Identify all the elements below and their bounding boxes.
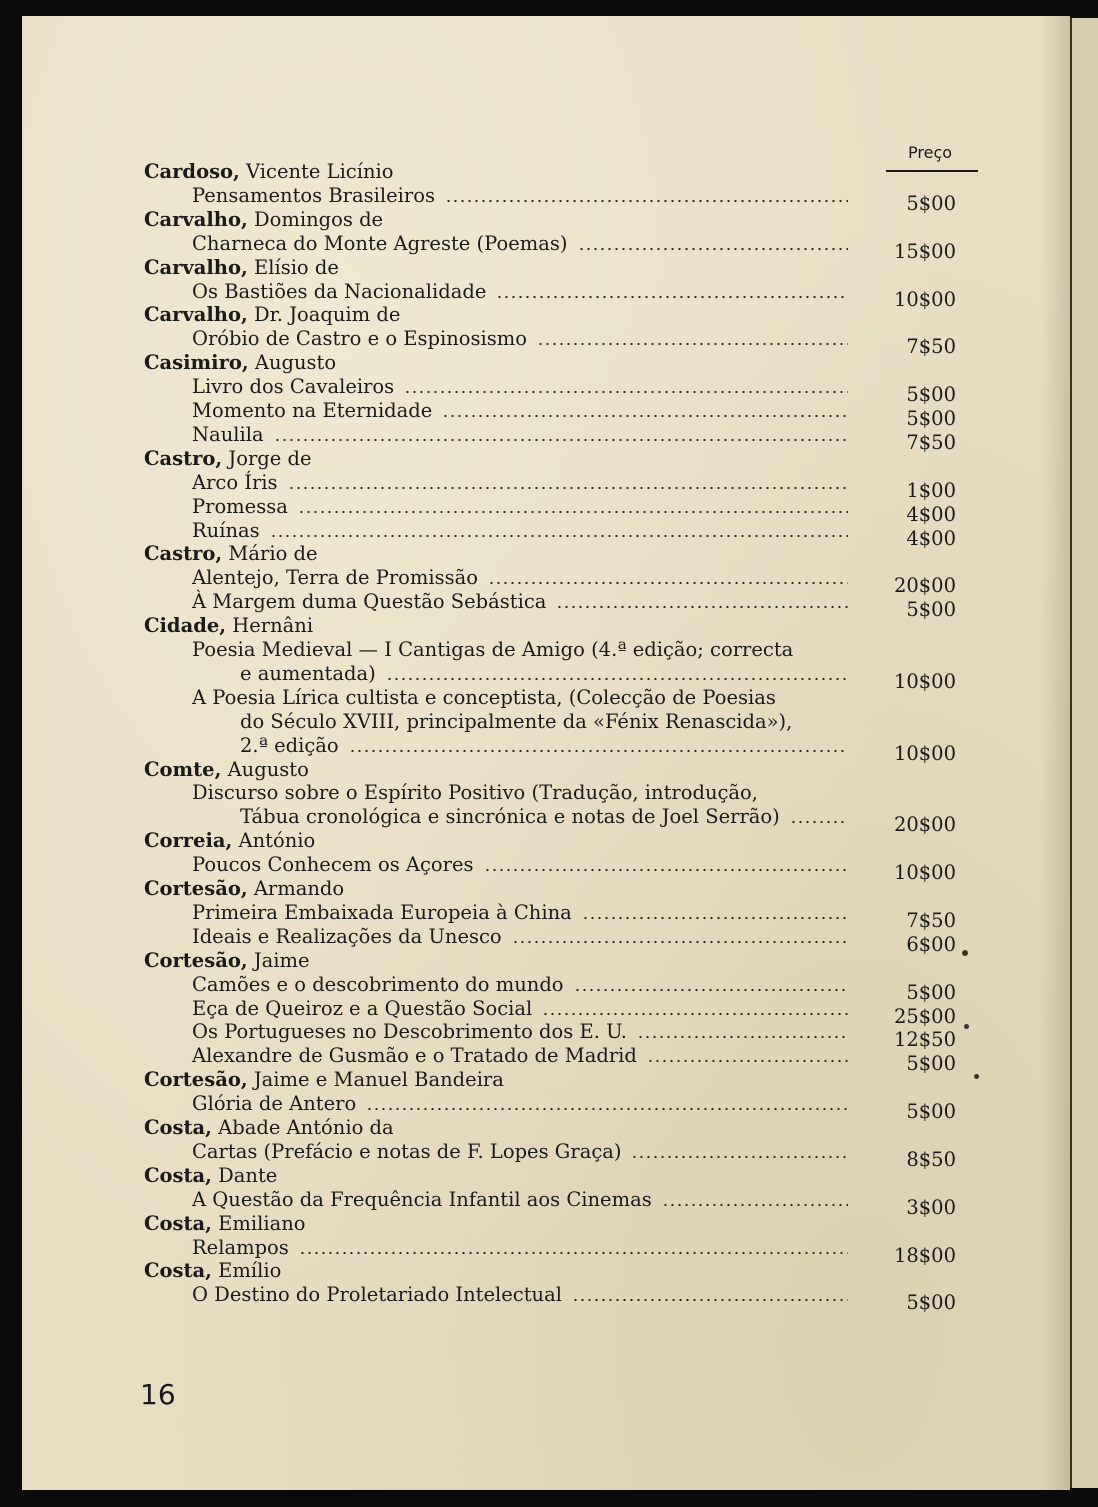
- catalogue-page: [22, 16, 1070, 1490]
- title-line: [22, 996, 1070, 1028]
- leader-dots: [496, 295, 848, 299]
- author-given-name: Jaime: [253, 948, 310, 972]
- title-line: [22, 518, 1070, 550]
- title-line: [22, 399, 1070, 430]
- leader-dots: [647, 1059, 848, 1063]
- author-line: [22, 829, 1070, 853]
- author-heading: [144, 1116, 394, 1139]
- author-heading: [144, 949, 310, 972]
- book-title: Pensamentos Brasileiros: [192, 183, 435, 207]
- author-heading: [144, 1164, 277, 1187]
- book-title: Livro dos Cavaleiros: [192, 375, 395, 399]
- leader-dots: [582, 916, 848, 920]
- book-title: do Século XVIII, principalmente da «Fénix Renascida»),: [240, 709, 793, 733]
- title-line: [22, 470, 1070, 502]
- title-line: [22, 375, 1070, 407]
- author-line: [22, 1164, 1070, 1188]
- book-title: Primeira Embaixada Europeia à China: [192, 900, 572, 924]
- book-price: 8$50: [906, 1147, 956, 1171]
- title-line: [22, 638, 1070, 662]
- author-line: [22, 614, 1070, 638]
- author-surname: Cardoso,: [144, 160, 240, 183]
- author-heading: [144, 351, 336, 374]
- leader-dots: [790, 820, 848, 824]
- book-title: Eça de Queiroz e a Questão Social: [192, 996, 533, 1020]
- book-title: Ideais e Realizações da Unesco: [192, 924, 502, 948]
- author-line: [22, 758, 1070, 782]
- author-line: [22, 542, 1070, 566]
- book-title: Naulila: [192, 422, 264, 446]
- author-surname: Casimiro,: [144, 351, 249, 375]
- book-title: Os Portugueses no Descobrimento dos E. U.: [192, 1020, 627, 1044]
- author-given-name: Jorge de: [228, 446, 312, 470]
- leader-dots: [288, 486, 848, 490]
- book-title: A Questão da Frequência Infantil aos Cinemas: [192, 1187, 652, 1211]
- author-given-name: Dante: [218, 1163, 278, 1187]
- book-title: Camões e o descobrimento do mundo: [192, 972, 564, 996]
- author-line: [22, 208, 1070, 232]
- author-heading: [144, 542, 318, 565]
- author-surname: Castro,: [144, 542, 223, 566]
- page-number: 16: [140, 1378, 176, 1411]
- title-line: [22, 1187, 1070, 1219]
- leader-dots: [299, 1251, 848, 1255]
- book-price: 10$00: [893, 669, 956, 693]
- leader-dots: [404, 390, 848, 394]
- book-title: Alexandre de Gusmão e o Tratado de Madrid: [192, 1044, 637, 1068]
- book-price: 18$00: [893, 1243, 956, 1267]
- title-line: [22, 279, 1070, 311]
- book-title: O Destino do Proletariado Intelectual: [192, 1283, 562, 1307]
- book-title: Poucos Conhecem os Açores: [192, 853, 474, 877]
- author-heading: [144, 160, 394, 183]
- author-given-name: Dr. Joaquim de: [253, 303, 401, 327]
- author-heading: [144, 1068, 504, 1091]
- author-given-name: Jaime e Manuel Bandeira: [253, 1068, 504, 1092]
- leader-dots: [578, 247, 849, 251]
- book-price: 7$50: [906, 908, 956, 932]
- author-given-name: António: [238, 829, 316, 853]
- leader-dots: [488, 581, 848, 585]
- book-title: À Margem duma Questão Sebástica: [192, 590, 547, 614]
- title-line: [22, 900, 1070, 932]
- book-title: Arco Íris: [192, 470, 278, 494]
- book-price: 7$50: [906, 430, 956, 454]
- price-column-header: Preço: [908, 143, 953, 162]
- title-line: [22, 781, 1070, 805]
- title-line: [22, 183, 1070, 215]
- author-given-name: Vicente Licínio: [246, 160, 394, 183]
- book-price: 20$00: [893, 813, 956, 837]
- book-title: e aumentada): [240, 661, 376, 685]
- author-surname: Carvalho,: [144, 255, 248, 279]
- author-heading: [144, 829, 315, 852]
- title-line: [22, 1092, 1070, 1124]
- book-title: Oróbio de Castro e o Espinosismo: [192, 327, 527, 351]
- book-price: 10$00: [893, 861, 956, 885]
- book-price: 6$00: [906, 932, 956, 956]
- author-line: [22, 160, 1070, 184]
- leader-dots: [572, 1298, 848, 1302]
- title-line: [22, 1139, 1070, 1171]
- book-price: 5$00: [906, 407, 956, 430]
- book-title: Tábua cronológica e sincrónica e notas de Joel Serrão): [240, 805, 780, 829]
- author-heading: [144, 208, 383, 231]
- title-line: [22, 853, 1070, 885]
- leader-dots: [662, 1203, 848, 1207]
- leader-dots: [574, 988, 848, 992]
- author-heading: [144, 256, 339, 279]
- paper-speck: [964, 1024, 969, 1029]
- author-given-name: Augusto: [227, 757, 309, 781]
- book-price: 5$00: [906, 191, 956, 215]
- leader-dots: [274, 438, 848, 442]
- author-given-name: Elísio de: [253, 255, 339, 279]
- book-price: 1$00: [906, 478, 956, 502]
- title-line: [22, 1044, 1070, 1076]
- author-heading: [144, 877, 344, 900]
- book-title: 2.ª edição: [240, 733, 339, 757]
- author-surname: Costa,: [144, 1116, 212, 1139]
- title-line: [22, 924, 1070, 956]
- leader-dots: [445, 199, 848, 203]
- leader-dots: [631, 1155, 848, 1159]
- book-price: 5$00: [906, 383, 956, 407]
- book-title: Poesia Medieval — I Cantigas de Amigo (4.ª edição; correcta: [192, 638, 794, 661]
- author-surname: Cortesão,: [144, 948, 248, 972]
- author-given-name: Abade António da: [218, 1116, 394, 1139]
- book-title: Glória de Antero: [192, 1092, 357, 1116]
- book-price: 7$50: [906, 335, 956, 359]
- author-surname: Cortesão,: [144, 877, 248, 900]
- title-line: [22, 710, 1070, 734]
- author-line: [22, 1068, 1070, 1092]
- book-price: 4$00: [906, 526, 956, 550]
- leader-dots: [349, 749, 848, 753]
- author-given-name: Mário de: [228, 542, 318, 566]
- leader-dots: [537, 342, 848, 346]
- book-price: 3$00: [906, 1195, 956, 1219]
- author-surname: Carvalho,: [144, 207, 248, 231]
- title-line: [22, 661, 1070, 693]
- author-given-name: Armando: [253, 877, 345, 900]
- title-line: [22, 972, 1070, 1004]
- author-heading: [144, 303, 400, 326]
- author-line: [22, 1116, 1070, 1140]
- author-heading: [144, 1212, 306, 1235]
- author-heading: [144, 614, 313, 637]
- leader-dots: [386, 677, 848, 681]
- author-surname: Castro,: [144, 446, 223, 470]
- leader-dots: [484, 868, 848, 872]
- book-price: 5$00: [906, 598, 956, 622]
- book-title: Momento na Eternidade: [192, 399, 433, 422]
- leader-dots: [556, 605, 848, 609]
- author-line: [22, 256, 1070, 280]
- title-line: [22, 1020, 1070, 1052]
- author-given-name: Emílio: [218, 1259, 282, 1283]
- book-title: Promessa: [192, 494, 288, 518]
- title-line: [22, 733, 1070, 765]
- book-price: 10$00: [893, 287, 956, 311]
- book-title: Alentejo, Terra de Promissão: [192, 566, 478, 590]
- leader-dots: [637, 1035, 848, 1039]
- title-line: [22, 494, 1070, 526]
- author-given-name: Domingos de: [253, 207, 384, 231]
- author-line: [22, 447, 1070, 471]
- title-line: [22, 686, 1070, 710]
- title-line: [22, 805, 1070, 837]
- title-line: [22, 422, 1070, 454]
- author-surname: Cortesão,: [144, 1068, 248, 1092]
- leader-dots: [512, 940, 848, 944]
- book-price: 5$00: [906, 1052, 956, 1076]
- author-given-name: Emiliano: [218, 1211, 306, 1235]
- author-surname: Costa,: [144, 1259, 212, 1283]
- book-price: 5$00: [906, 1100, 956, 1124]
- book-title: Cartas (Prefácio e notas de F. Lopes Graça): [192, 1139, 622, 1163]
- author-line: [22, 1212, 1070, 1236]
- book-title: Ruínas: [192, 518, 260, 542]
- author-given-name: Augusto: [254, 351, 337, 375]
- author-surname: Comte,: [144, 757, 222, 781]
- leader-dots: [298, 510, 848, 514]
- book-title: A Poesia Lírica cultista e conceptista, (Colecção de Poesias: [192, 685, 776, 709]
- author-heading: [144, 1259, 281, 1282]
- title-line: [22, 1283, 1070, 1315]
- book-price: 4$00: [906, 502, 956, 526]
- author-line: [22, 877, 1070, 901]
- leader-dots: [542, 1012, 848, 1016]
- book-price: 12$50: [893, 1028, 956, 1052]
- title-line: [22, 231, 1070, 263]
- book-price: 5$00: [906, 1291, 956, 1315]
- author-surname: Correia,: [144, 829, 233, 853]
- author-line: [22, 1259, 1070, 1283]
- book-title: Relampos: [192, 1235, 289, 1259]
- book-title: Discurso sobre o Espírito Positivo (Tradução, introdução,: [192, 781, 758, 805]
- book-price: 20$00: [893, 574, 956, 598]
- book-price: 15$00: [893, 239, 956, 263]
- book-title: Charneca do Monte Agreste (Poemas): [192, 231, 568, 255]
- paper-speck: [962, 950, 968, 956]
- book-price: 25$00: [893, 1004, 956, 1028]
- paper-speck: [974, 1074, 979, 1079]
- leader-dots: [270, 534, 848, 538]
- author-surname: Costa,: [144, 1211, 212, 1235]
- book-price: 10$00: [893, 741, 956, 765]
- book-title: Os Bastiões da Nacionalidade: [192, 279, 487, 303]
- adjacent-page-edge: [1070, 18, 1098, 1488]
- author-surname: Carvalho,: [144, 303, 248, 327]
- title-line: [22, 327, 1070, 359]
- leader-dots: [366, 1107, 848, 1111]
- title-line: [22, 1235, 1070, 1267]
- book-listing: [22, 16, 1070, 1490]
- author-given-name: Hernâni: [232, 614, 314, 638]
- author-heading: [144, 447, 312, 470]
- author-surname: Costa,: [144, 1163, 212, 1187]
- author-line: [22, 351, 1070, 375]
- author-line: [22, 303, 1070, 327]
- author-line: [22, 949, 1070, 973]
- leader-dots: [442, 414, 848, 418]
- author-heading: [144, 758, 309, 781]
- title-line: [22, 566, 1070, 598]
- author-surname: Cidade,: [144, 614, 227, 638]
- book-price: 5$00: [906, 980, 956, 1004]
- title-line: [22, 590, 1070, 622]
